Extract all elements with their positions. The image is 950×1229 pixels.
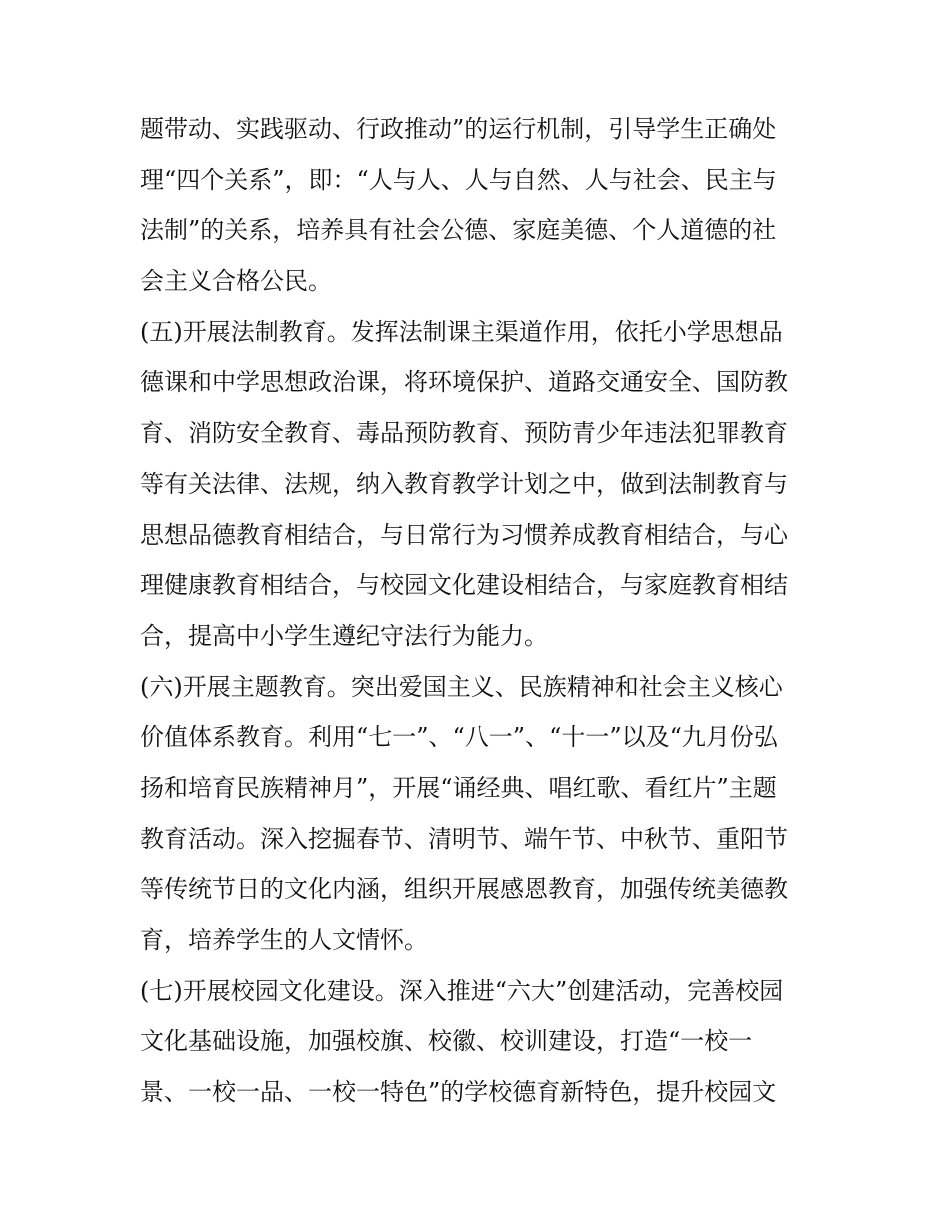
text-line: 思想品德教育相结合，与日常行为习惯养成教育相结合，与心 <box>140 520 788 549</box>
text-line: 题带动、实践驱动、行政推动”的运行机制，引导学生正确处 <box>140 115 777 143</box>
text-line: 等有关法律、法规，纳入教育教学计划之中，做到法制教育与 <box>140 469 788 498</box>
text-line: 理健康教育相结合，与校园文化建设相结合，与家庭教育相结 <box>140 571 788 600</box>
text-line: 等传统节日的文化内涵，组织开展感恩教育，加强传统美德教 <box>140 875 788 904</box>
text-line: 教育活动。深入挖掘春节、清明节、端午节、中秋节、重阳节 <box>140 824 788 853</box>
text-line: 育，培养学生的人文情怀。 <box>140 926 428 954</box>
text-line: 育、消防安全教育、毒品预防教育、预防青少年违法犯罪教育 <box>140 419 788 448</box>
text-line: 扬和培育民族精神月”，开展“诵经典、唱红歌、看红片”主题 <box>140 773 777 802</box>
document-body <box>140 104 820 1118</box>
text-line: 德课和中学思想政治课，将环境保护、道路交通安全、国防教 <box>140 368 788 397</box>
text-line: 会主义合格公民。 <box>140 267 332 296</box>
text-line: 文化基础设施，加强校旗、校徽、校训建设，打造“一校一 <box>140 1027 753 1056</box>
text-line: (五)开展法制教育。发挥法制课主渠道作用，依托小学思想品 <box>140 317 783 346</box>
text-line: (七)开展校园文化建设。深入推进“六大”创建活动，完善校园 <box>140 976 784 1005</box>
text-line: 合，提高中小学生遵纪守法行为能力。 <box>140 621 548 650</box>
text-line: 理“四个关系”，即：“人与人、人与自然、人与社会、民主与 <box>140 165 777 194</box>
text-line: 法制”的关系，培养具有社会公德、家庭美德、个人道德的社 <box>140 216 777 245</box>
text-line: 景、一校一品、一校一特色”的学校德育新特色，提升校园文 <box>140 1078 777 1107</box>
text-line: (六)开展主题教育。突出爱国主义、民族精神和社会主义核心 <box>140 672 783 701</box>
text-line: 价值体系教育。利用“七一”、“八一”、“十一”以及“九月份弘 <box>140 723 778 752</box>
